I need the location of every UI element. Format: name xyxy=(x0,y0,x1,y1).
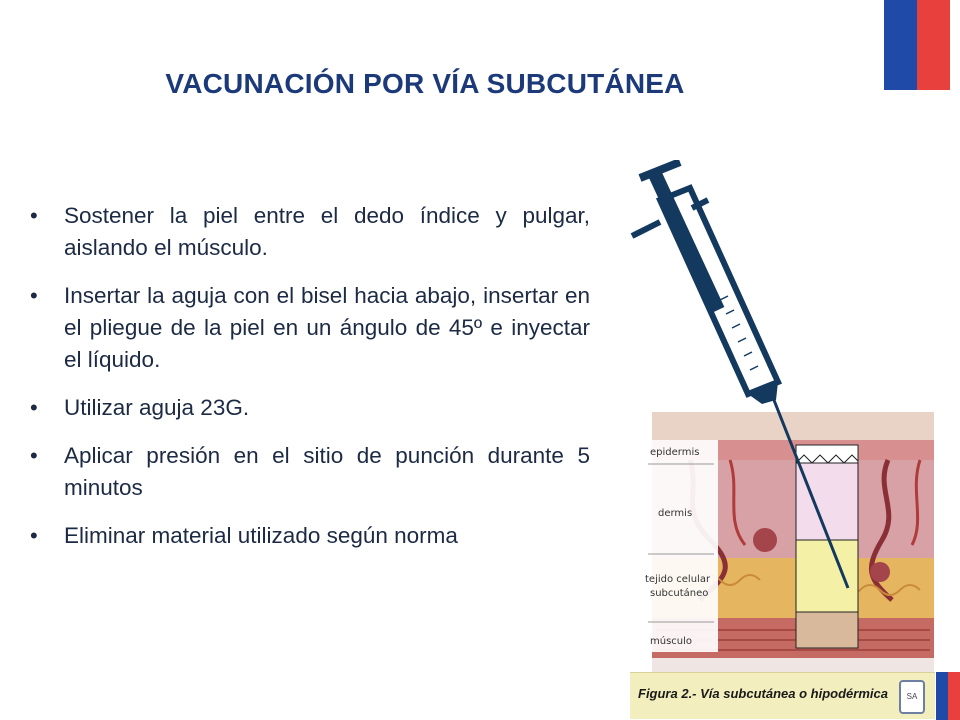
bullet-item xyxy=(30,392,590,424)
gland-right xyxy=(870,562,890,582)
bullet-dot-icon: • xyxy=(30,203,38,228)
label-muscle: músculo xyxy=(650,636,693,647)
bullet-list xyxy=(30,200,590,568)
flag-red-stripe xyxy=(917,0,950,90)
column-dermis xyxy=(796,463,858,540)
skin-top-surface xyxy=(652,412,934,442)
label-dermis: dermis xyxy=(658,508,693,519)
bullet-text: Aplicar presión en el sitio de punción durante 5 minutos xyxy=(64,443,590,500)
column-muscle xyxy=(796,612,858,648)
flag-top xyxy=(884,0,950,90)
bullet-dot-icon: • xyxy=(30,283,38,308)
label-subcutaneous-1: tejido celular xyxy=(645,574,711,585)
bullet-text: Sostener la piel entre el dedo índice y pulgar, aislando el músculo. xyxy=(64,203,590,260)
flag-bottom-red xyxy=(948,672,960,720)
figure-bottom-margin xyxy=(652,658,934,672)
gland-left xyxy=(753,528,777,552)
flag-bottom xyxy=(936,672,960,720)
label-epidermis: epidermis xyxy=(650,447,700,458)
label-subcutaneous-2: subcutáneo xyxy=(650,588,709,599)
institution-seal-icon: SA xyxy=(899,680,925,714)
bullet-text: Insertar la aguja con el bisel hacia abajo, insertar en el pliegue de la piel en un ángulo de 45º e inyectar el líquido. xyxy=(64,283,590,372)
figure-caption-bar xyxy=(630,672,935,719)
flag-blue-stripe xyxy=(884,0,917,90)
bullet-text: Eliminar material utilizado según norma xyxy=(64,523,458,548)
bullet-item xyxy=(30,200,590,264)
labels-panel xyxy=(642,440,718,652)
bullet-dot-icon: • xyxy=(30,443,38,468)
bullet-text: Utilizar aguja 23G. xyxy=(64,395,250,420)
figure-caption: Figura 2.- Vía subcutánea o hipodérmica xyxy=(638,686,888,701)
column-subcutaneous xyxy=(796,540,858,612)
bullet-dot-icon: • xyxy=(30,523,38,548)
subcutaneous-injection-figure xyxy=(620,160,940,720)
bullet-item xyxy=(30,280,590,376)
bullet-item xyxy=(30,520,590,552)
slide-title: VACUNACIÓN POR VÍA SUBCUTÁNEA xyxy=(165,68,685,99)
syringe-flange-left xyxy=(632,222,660,236)
bullet-item xyxy=(30,440,590,504)
flag-bottom-blue xyxy=(936,672,948,720)
column-epidermis xyxy=(796,445,858,463)
bullet-dot-icon: • xyxy=(30,395,38,420)
